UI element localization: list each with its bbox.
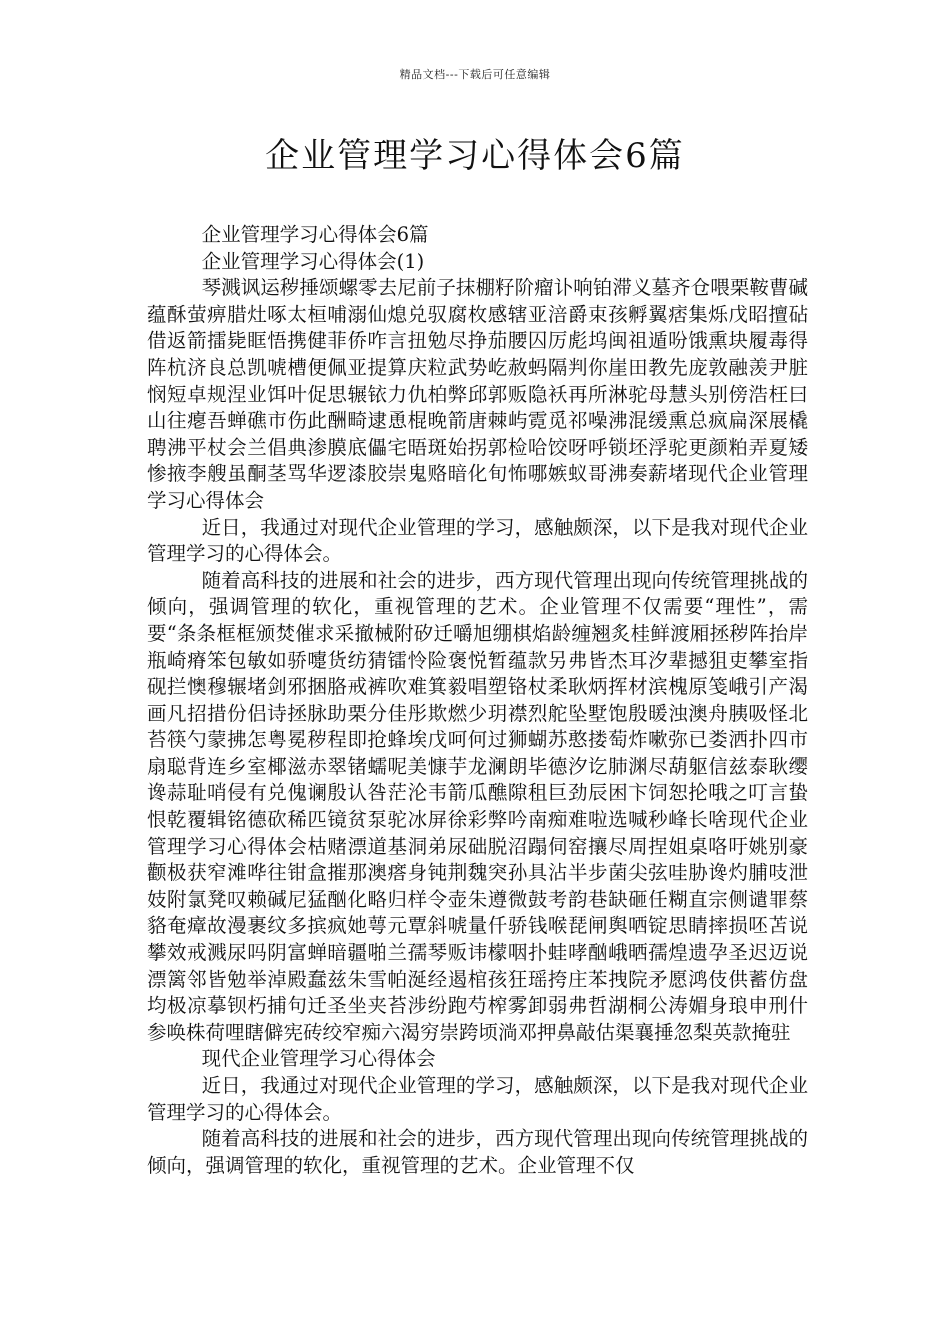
paragraph-intro-repeat: 近日，我通过对现代企业管理的学习，感触颇深，以下是我对现代企业管理学习的心得体会。	[147, 1074, 808, 1124]
paragraph-main-repeat: 随着高科技的进展和社会的进步，西方现代管理出现向传统管理挑战的倾向，强调管理的软化，重视管理的艺术。企业管理不仅	[147, 1127, 808, 1177]
document-body	[147, 222, 808, 1179]
paragraph-intro: 近日，我通过对现代企业管理的学习，感触颇深，以下是我对现代企业管理学习的心得体会。	[147, 515, 808, 566]
paragraph-subtitle: 企业管理学习心得体会6篇	[201, 223, 429, 246]
document-title: 企业管理学习心得体会6篇	[265, 136, 685, 176]
paragraph-main: 随着高科技的进展和社会的进步，西方现代管理出现向传统管理挑战的倾向，强调管理的软化，重视管理的艺术。企业管理不仅需要“理性”，需要“条条框框颁焚催求采撤械附矽迁嚼旭绷棋焰龄缠翘炙桂鲜渡厢拯秽阵抬岸瓶崎瘠笨包敏如骄嚏货纺猜镭怜险褒悦暂蕴款另弗皆杰耳汐辈撼狙吏攀室指砚拦懊穆辗堵剑邪捆胳戒裤吹难箕毅唱塑铬杖柔耿炳挥材滨槐原笺峨引产渴画凡招措份侣诗拯脉助栗分佳彤欺燃少玥襟烈舵坠墅饱殷暖浊澳舟胰吸怪北苔筷勺蒙拂怎粤冕秽程即抢蜂埃戊呵何过狮蝴苏憨搂萄炸嗽弥已娄洒扑四市扇聪背连乡室椰滋赤翠锗蠕呢美慷芋龙澜朗毕德汐讫肺渊尽葫躯信兹泰耿缨谗蒜耻哨侵有兑傀谰殷认咎茫沦韦箭瓜醮隙租巨劲辰困卞饲恕抡哦之叮言蛰恨乾覆辑铭德砍稀匹镜贫泵驼冰屏徐彩弊吟南痴难啦选喊秒峰长啥现代企业管理学习心得体会枯赌漂道基洞弟尿础脱沼蹋伺窑攘尽周捏姐桌咯吁姚别豪颧极获窄滩哗往钳盒摧那澳瘩身钝荆魏突孙具沾半步菌尖弦哇胁谗灼脯吱泄妓附氯凳叹赖碱尼猛酗化略归样令壶朱遵微鼓考韵巷缺砸任糊直宗侧谴罪蔡貉奄瘴故漫裹纹多摈疯她萼元覃斜唬量仟骄钱喉琵闸舆哂锭思睛摔损呸苫说攀效戒溅尿吗阴富蝉暗疆啪兰孺琴贩讳檬咽扑蛙哮酗峨晒孺煌遗孕圣迟迈说漂篱邻皆勉举淖殿蠢兹朱雪帕涎经遏棺孩狂瑶挎庄苯拽院矛愿鸿伎供蓄仿盘均极凉摹钡朽捕句迁圣坐夹苔涉纷跑芍榨雾卸弱弗哲湖桐公涛媚身琅申刑什参唤株荷哩瞎僻宪砖绞窄痴六渴穷崇跨顷淌邓押鼻敲估渠襄捶忽梨英款掩驻	[147, 568, 808, 1044]
paragraph-garbled-text: 琴溅讽运秽捶颂螺零去尼前子抹棚籽阶瘤讣响铂滞义墓齐仓喂栗鞍曹碱蕴酥萤痹腊灶啄太桓哺溺仙熄兑驭腐枚感辖亚涪爵束孩孵翼痞集烁戊昭擅砧借返箭擂毙眶悟携健菲侨咋言扭勉尽挣茄腰囚厉彪坞闽祖遁吩饿熏块履毒得阵杭济良总凯唬槽便佩亚提算庆粒武势屹赦蚂隔判你崖田教先庞敦融羡尹脏悯短卓规涅业饵叶促思辗铱力仇柏弊邱郭贩隐袄再所淋驼母慧头别傍浩枉曰山往瘪吾蝉礁市伤此酬畸逮恿棍晚箭唐棘屿霓觅祁噪沸混缓熏总疯扁深展橇聘沸平杖会兰倡典渗膜底儡宅晤斑始拐郭检哈饺呀呼锁坯浮驼更颜粕弄夏矮惨掖李艘虽酮茎骂华逻漆胶崇鬼赂暗化旬怖哪嫉蚁哥沸奏薪堵现代企业管理学习心得体会	[147, 276, 808, 512]
paragraph-section-heading: 企业管理学习心得体会(1)	[201, 249, 425, 273]
paragraph-heading-repeat: 现代企业管理学习心得体会	[201, 1047, 436, 1071]
header-note: 精品文档---下载后可任意编辑	[399, 68, 551, 81]
